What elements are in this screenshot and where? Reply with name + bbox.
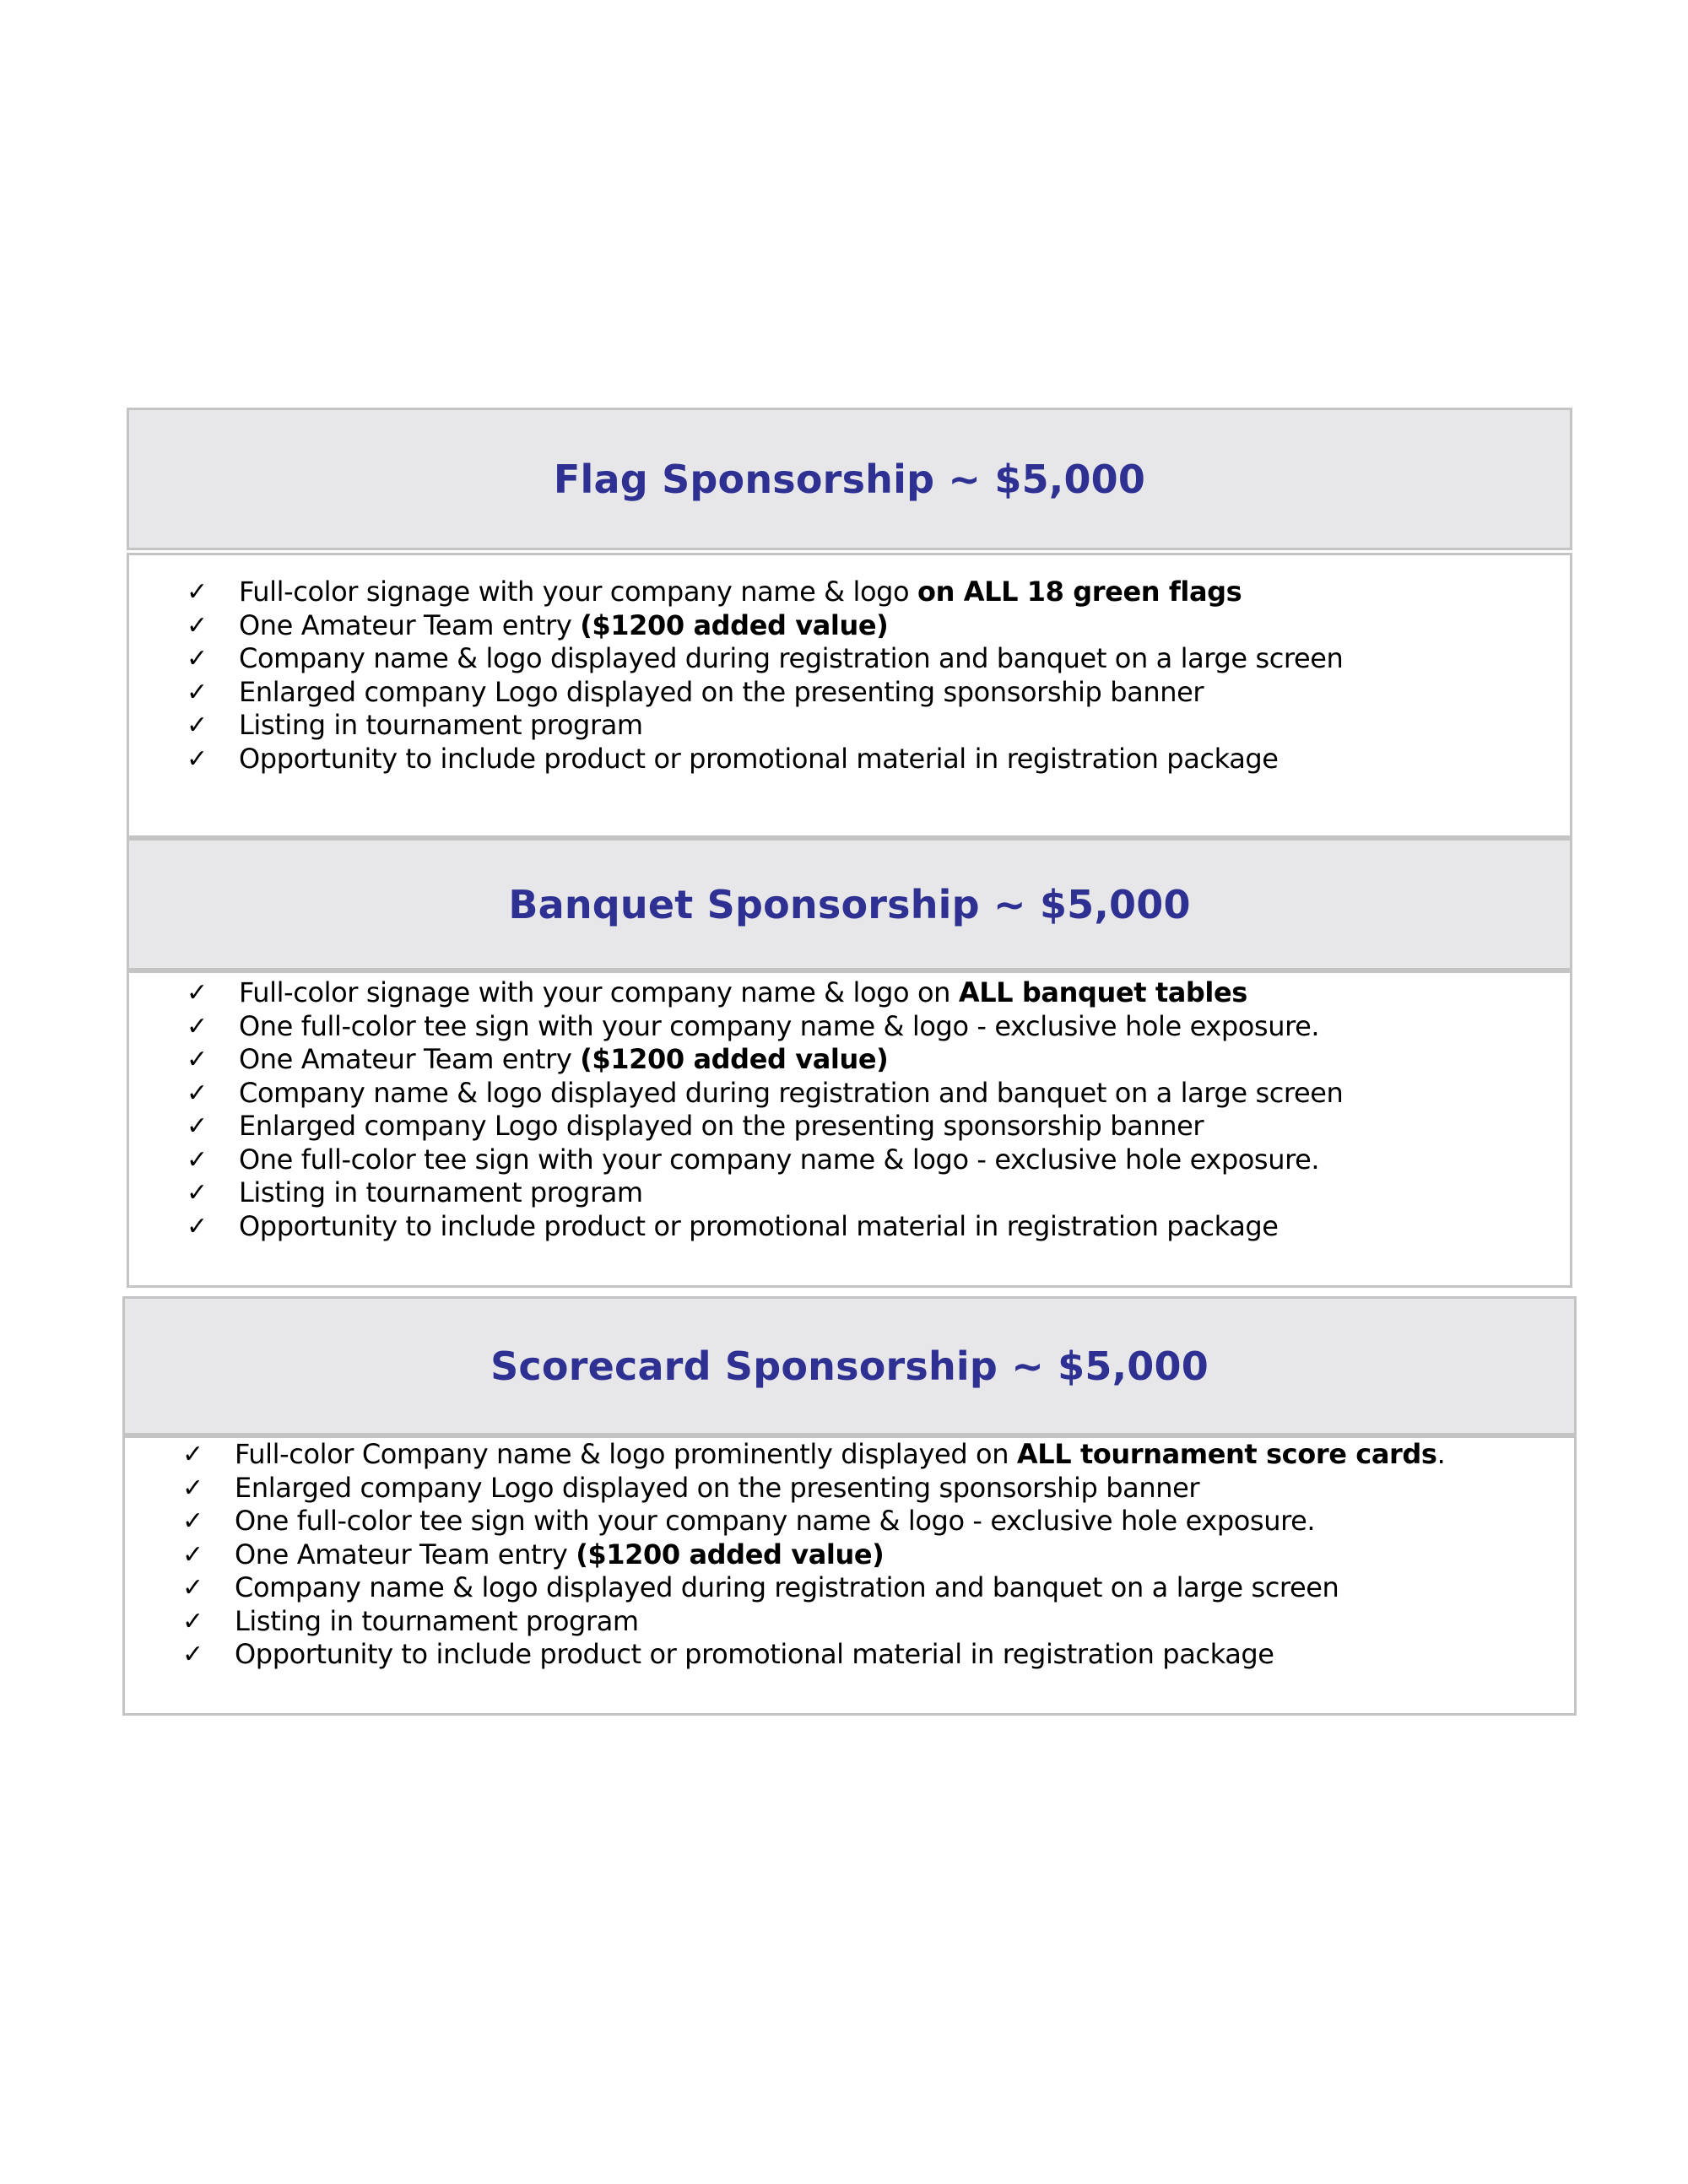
benefit-item (182, 1638, 1445, 1672)
benefit-item (182, 1505, 1445, 1538)
benefit-text: Company name & logo displayed during registration and banquet on a large screen (239, 642, 1344, 674)
scorecard-sponsorship-header (122, 1296, 1577, 1435)
benefit-highlight: ($1200 added value) (580, 1043, 889, 1075)
benefit-item (187, 1110, 1343, 1143)
benefit-list (187, 976, 1343, 1243)
section-title: Scorecard Sponsorship ~ $5,000 (490, 1343, 1209, 1389)
benefit-text: One Amateur Team entry (239, 608, 581, 641)
benefit-list (182, 1438, 1445, 1672)
benefit-item (187, 1010, 1343, 1044)
benefit-text: Listing in tournament program (239, 709, 643, 741)
banquet-sponsorship-body (127, 970, 1572, 1288)
checkmark-icon: ✓ (187, 743, 208, 774)
benefit-text: Opportunity to include product or promotional material in registration package (235, 1638, 1274, 1670)
benefit-item (187, 1077, 1343, 1111)
checkmark-icon: ✓ (182, 1573, 203, 1603)
benefit-item (182, 1605, 1445, 1639)
banquet-sponsorship-header (127, 838, 1572, 970)
benefit-text: One Amateur Team entry (235, 1538, 576, 1570)
benefit-item (187, 1143, 1343, 1177)
benefit-text: Opportunity to include product or promotional material in registration package (239, 742, 1279, 775)
benefit-text: Opportunity to include product or promotional material in registration package (239, 1209, 1279, 1242)
benefit-item (187, 609, 1343, 643)
checkmark-icon: ✓ (187, 1178, 208, 1208)
benefit-item (187, 642, 1343, 676)
benefit-highlight: ($1200 added value) (580, 608, 889, 641)
checkmark-icon: ✓ (187, 677, 208, 707)
benefit-text: Company name & logo displayed during registration and banquet on a large screen (235, 1571, 1339, 1603)
benefit-highlight: on ALL 18 green flags (917, 576, 1242, 608)
benefit-text: One Amateur Team entry (239, 1043, 581, 1075)
benefit-text: Enlarged company Logo displayed on the presenting sponsorship banner (239, 1110, 1204, 1142)
benefit-item (182, 1571, 1445, 1605)
checkmark-icon: ✓ (187, 577, 208, 607)
checkmark-icon: ✓ (187, 711, 208, 740)
benefit-highlight: ALL tournament score cards (1016, 1438, 1437, 1470)
benefit-item (187, 576, 1343, 609)
benefit-item (187, 743, 1343, 776)
checkmark-icon: ✓ (182, 1539, 203, 1570)
checkmark-icon: ✓ (182, 1440, 203, 1469)
section-title: Banquet Sponsorship ~ $5,000 (508, 881, 1191, 927)
benefit-text: Company name & logo displayed during registration and banquet on a large screen (239, 1076, 1344, 1109)
checkmark-icon: ✓ (182, 1506, 203, 1536)
flag-sponsorship-header (127, 408, 1572, 550)
benefit-item (187, 676, 1343, 710)
checkmark-icon: ✓ (187, 1078, 208, 1108)
checkmark-icon: ✓ (187, 1011, 208, 1041)
flag-sponsorship-body (127, 553, 1572, 838)
checkmark-icon: ✓ (182, 1473, 203, 1503)
checkmark-icon: ✓ (182, 1606, 203, 1636)
benefit-text: Full-color Company name & logo prominently displayed on (235, 1438, 1017, 1470)
benefit-text: Enlarged company Logo displayed on the presenting sponsorship banner (239, 675, 1204, 708)
benefit-text: Full-color signage with your company name & logo on (239, 976, 959, 1008)
checkmark-icon: ✓ (182, 1640, 203, 1669)
benefit-item (187, 976, 1343, 1010)
checkmark-icon: ✓ (187, 1144, 208, 1175)
checkmark-icon: ✓ (187, 644, 208, 673)
benefit-item (182, 1438, 1445, 1472)
checkmark-icon: ✓ (187, 610, 208, 641)
benefit-text: Full-color signage with your company name & logo (239, 576, 917, 608)
benefit-list (187, 576, 1343, 776)
scorecard-sponsorship-body (122, 1435, 1577, 1716)
benefit-item (187, 1210, 1343, 1244)
benefit-text: Listing in tournament program (235, 1604, 639, 1637)
benefit-text: Listing in tournament program (239, 1176, 643, 1208)
benefit-item (187, 1043, 1343, 1077)
benefit-highlight: ALL banquet tables (958, 976, 1247, 1008)
checkmark-icon: ✓ (187, 978, 208, 1008)
benefit-item (182, 1472, 1445, 1506)
checkmark-icon: ✓ (187, 1211, 208, 1241)
checkmark-icon: ✓ (187, 1045, 208, 1074)
benefit-item (187, 1176, 1343, 1210)
benefit-text-after: . (1436, 1438, 1446, 1470)
checkmark-icon: ✓ (187, 1111, 208, 1141)
benefit-item (182, 1538, 1445, 1572)
benefit-text: Enlarged company Logo displayed on the presenting sponsorship banner (235, 1471, 1200, 1504)
section-title: Flag Sponsorship ~ $5,000 (553, 456, 1146, 502)
benefit-text: One full-color tee sign with your company name & logo - exclusive hole exposure. (239, 1143, 1320, 1176)
benefit-highlight: ($1200 added value) (576, 1538, 885, 1570)
benefit-item (187, 709, 1343, 743)
benefit-text: One full-color tee sign with your company name & logo - exclusive hole exposure. (239, 1009, 1320, 1042)
benefit-text: One full-color tee sign with your company name & logo - exclusive hole exposure. (235, 1505, 1316, 1537)
